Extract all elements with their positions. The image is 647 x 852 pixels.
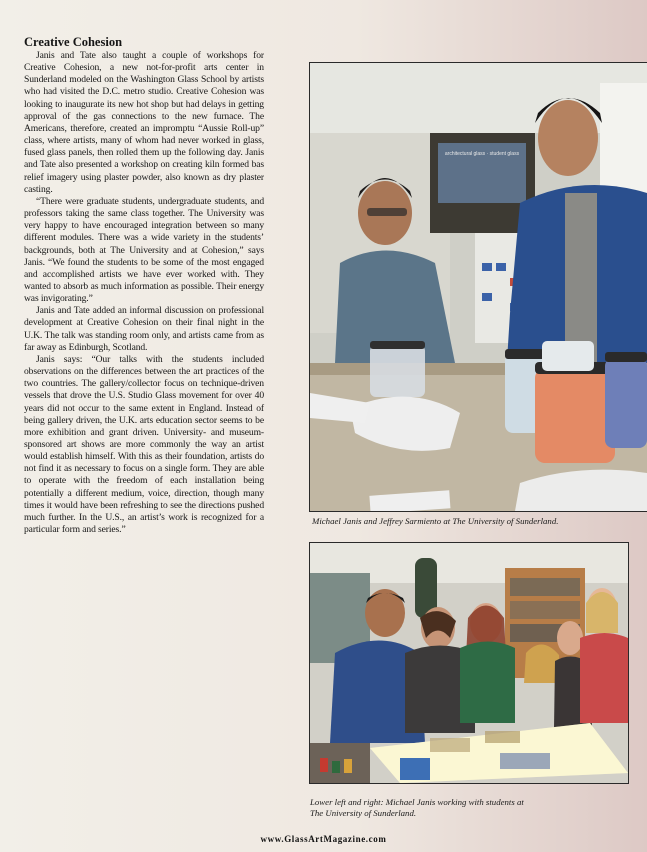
paragraph-1: Janis and Tate also taught a couple of workshops for Creative Cohesion, a new not-for-profit arts center in Sunderland modeled on the Washington Glass School by artists who had visited the D.C. metro studio. Creative Cohesion was looking to inaugurate its new hot shop but had delays in getting approval of the gas connections to the new furnace. The Americans, therefore, created an impromptu “Aussie Roll-up” class, where artists, many of whom had never worked in glass, fused glass panels, then rolled them up the following day. Janis and Tate also presented a workshop on creating kiln formed bas relief imagery using plaster powder, also known as dry plaster casting. [24, 50, 264, 195]
workshop-photo-bottom [309, 542, 629, 784]
paragraph-3: Janis and Tate added an informal discussion on professional development at Creative Cohesion on their final night in the U.K. The talk was standing room only, and artists came from as far away as Edinburgh, Scotland. [24, 305, 264, 353]
workshop-photo-top [309, 62, 647, 512]
bottom-photo-caption: Lower left and right: Michael Janis working with students at The University of Sunderland. [310, 797, 524, 818]
magazine-url: www.GlassArtMagazine.com [260, 834, 387, 844]
workshop-photo-top-image [310, 63, 647, 511]
section-heading: Creative Cohesion [24, 35, 123, 49]
paragraph-4: Janis says: “Our talks with the students included observations on the differences between the art practices of the two countries. The gallery/collector focus on technique-driven vessels that drove the U.S. Studio Glass movement for over 40 years did not occur to the same extent in England. Instead of being gallery driven, the U.K. arts education sector seems to be more exhibition and grant driven. University- and museum-sponsored art shows are more commonly the way an artist would establish himself. With this as their foundation, artists do not find it as necessary to focus on a single form. They are able to operate with the freedom of each installation being potentially a different medium, voice, direction, though many times it would have been refreshing to see the directions pushed much further. In the U.S., an artist’s work is recognized for a particular form and series.” [24, 353, 264, 536]
top-photo-caption: Michael Janis and Jeffrey Sarmiento at The University of Sunderland. [312, 516, 559, 526]
workshop-photo-bottom-image [310, 543, 628, 783]
article-column [24, 35, 264, 536]
paragraph-2: “There were graduate students, undergraduate students, and professors taking the same class together. The University was very happy to have encouraged integration between so many different modules. There was a wide variety in the students’ backgrounds, both at The University and at Cohesion,” says Janis. “We found the students to be some of the most engaged and accomplished artists we have ever worked with. They wanted to absorb as much information as possible. Their energy was invigorating.” [24, 195, 264, 305]
poster-title: architectural glass · student glass [444, 151, 520, 157]
